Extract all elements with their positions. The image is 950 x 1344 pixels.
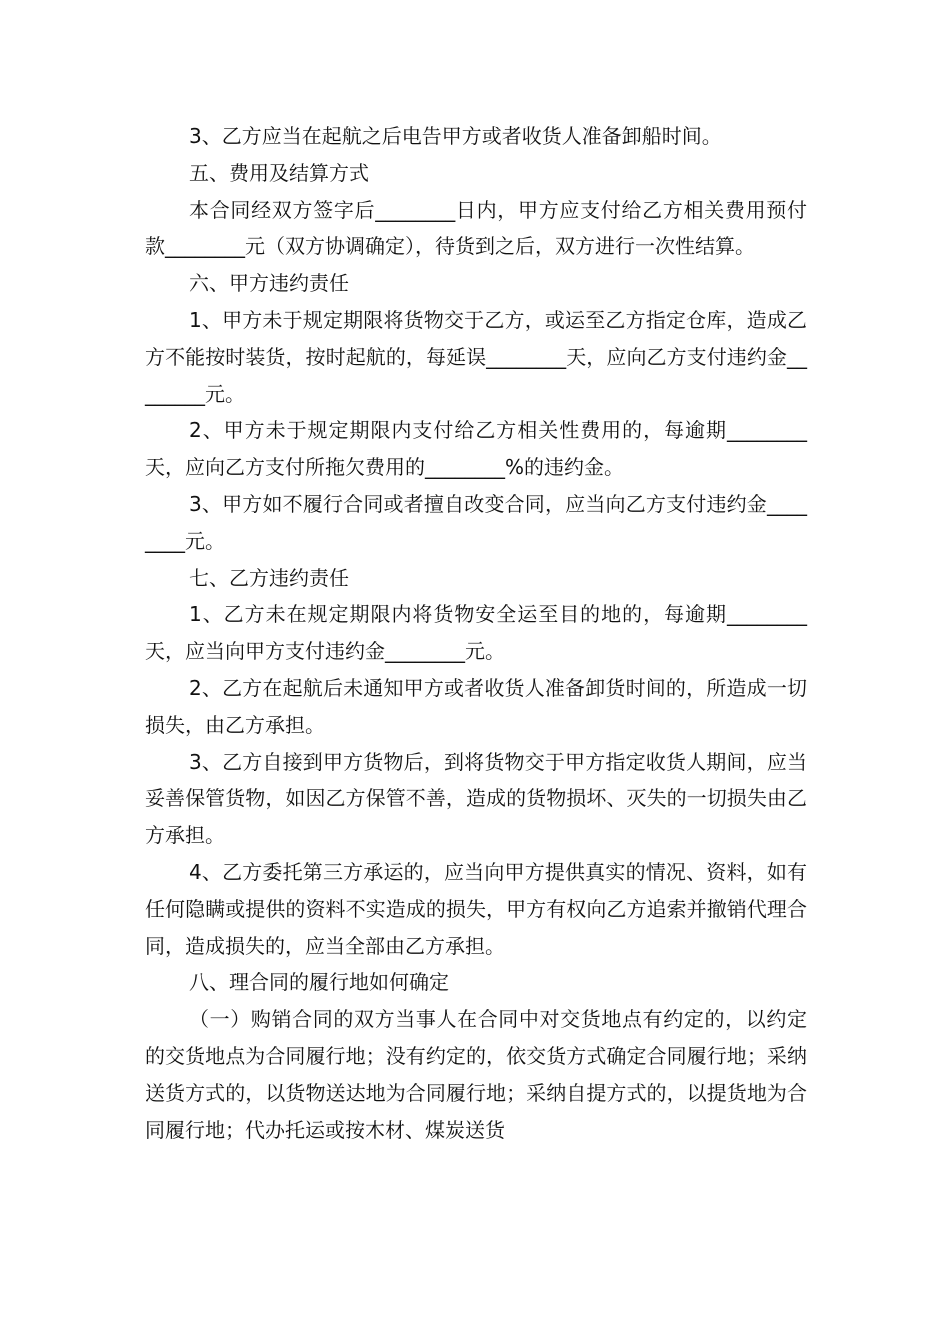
clause-text: 2、乙方在起航后未通知甲方或者收货人准备卸货时间的，所造成一切损失，由乙方承担。 <box>145 675 807 737</box>
section-heading: 八、理合同的履行地如何确定 <box>189 970 449 995</box>
clause-text: 3、乙方应当在起航之后电告甲方或者收货人准备卸船时间。 <box>189 124 722 148</box>
clause-text: 3、甲方如不履行合同或者擅自改变合同，应当向乙方支付违约金________元。 <box>145 491 807 553</box>
section-heading: 六、甲方违约责任 <box>189 271 349 296</box>
clause-text: 3、乙方自接到甲方货物后，到将货物交于甲方指定收货人期间，应当妥善保管货物，如因乙方保管不善，造成的货物损坏、灭失的一切损失由乙方承担。 <box>145 749 807 848</box>
clause-text: （一）购销合同的双方当事人在合同中对交货地点有约定的，以约定的交货地点为合同履行地；没有约定的，依交货方式确定合同履行地；采纳送货方式的，以货物送达地为合同履行地；采纳自提方式的，以提货地为合同履行地；代办托运或按木材、煤炭送货 <box>145 1007 807 1142</box>
clause-text: 2、甲方未于规定期限内支付给乙方相关性费用的，每逾期________天，应向乙方支付所拖欠费用的________%的违约金。 <box>145 418 807 480</box>
clause-text: 4、乙方委托第三方承运的，应当向甲方提供真实的情况、资料，如有任何隐瞒或提供的资料不实造成的损失，甲方有权向乙方追索并撤销代理合同，造成损失的，应当全部由乙方承担。 <box>145 859 807 958</box>
document-body <box>145 118 807 1148</box>
section-heading: 七、乙方违约责任 <box>189 565 349 590</box>
section-heading: 五、费用及结算方式 <box>189 160 369 185</box>
clause-text: 1、甲方未于规定期限将货物交于乙方，或运至乙方指定仓库，造成乙方不能按时装货，按时起航的，每延误________天，应向乙方支付违约金________元。 <box>145 307 807 406</box>
clause-text: 本合同经双方签字后________日内，甲方应支付给乙方相关费用预付款________元（双方协调确定），待货到之后，双方进行一次性结算。 <box>145 197 807 259</box>
clause-text: 1、乙方未在规定期限内将货物安全运至目的地的，每逾期________天，应当向甲方支付违约金________元。 <box>145 602 807 664</box>
